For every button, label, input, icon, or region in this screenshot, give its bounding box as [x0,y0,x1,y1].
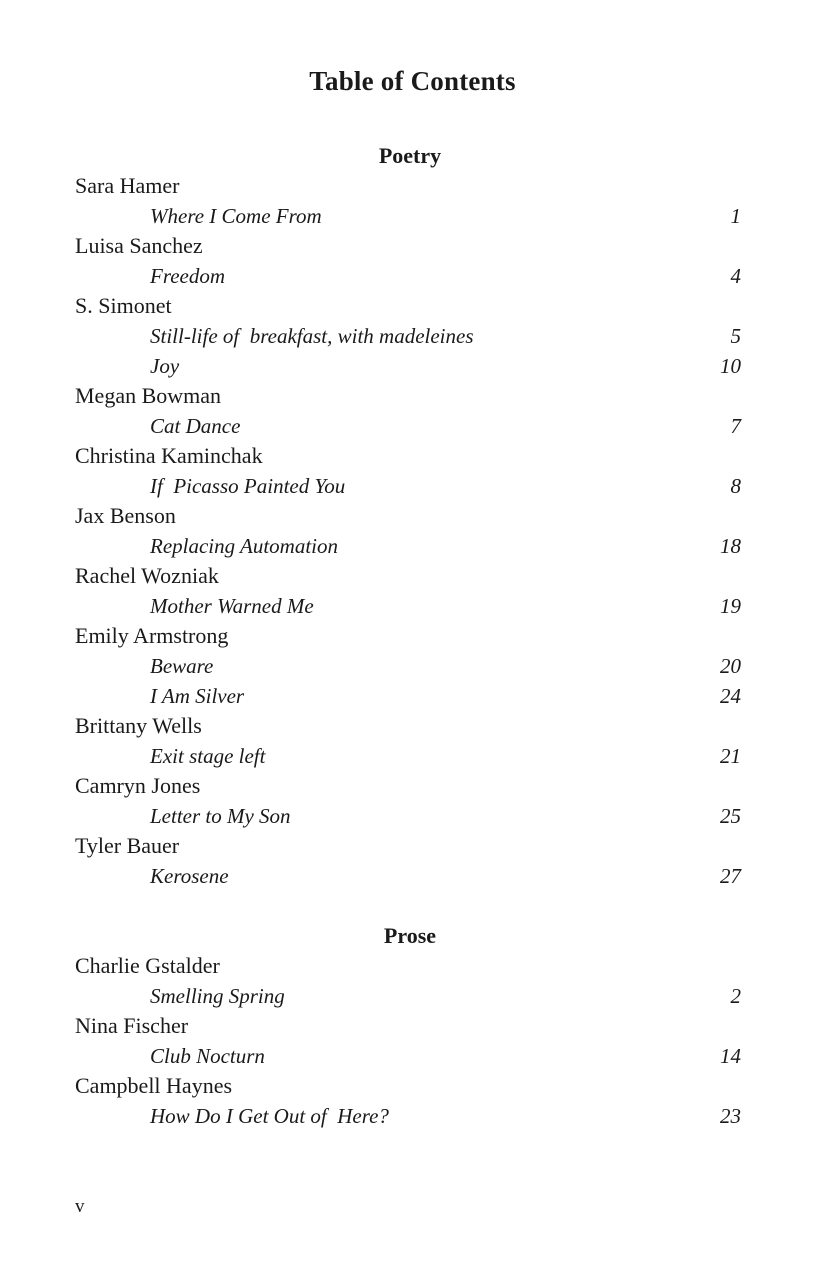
work-page-number: 7 [730,414,741,438]
work-page-number: 20 [720,654,741,678]
work-title: Club Nocturn [150,1044,265,1068]
work-title: Joy [150,354,180,378]
work-title: Still-life of breakfast, with madeleines [150,324,474,348]
work-page-number: 5 [730,324,741,348]
work-title: Beware [150,654,214,678]
work-title: Letter to My Son [150,804,291,828]
author-name: Rachel Wozniak [75,563,219,588]
work-entry [75,981,745,1011]
page-title: Table of Contents [309,66,516,96]
work-title: Exit stage left [150,744,266,768]
work-entry [75,741,745,771]
work-title: Where I Come From [150,204,322,228]
section-poetry [75,141,745,891]
section-heading: Prose [383,923,437,948]
work-entry [75,471,745,501]
author-name: Campbell Haynes [75,1073,233,1098]
work-page-number: 27 [720,864,741,888]
section-heading: Poetry [378,143,442,168]
author-name: S. Simonet [75,293,172,318]
work-title: Freedom [150,264,226,288]
author-name: Emily Armstrong [75,623,229,648]
work-page-number: 4 [730,264,741,288]
work-entry [75,1041,745,1071]
author-name: Sara Hamer [75,173,180,198]
work-page-number: 25 [720,804,741,828]
work-entry [75,861,745,891]
work-page-number: 8 [730,474,741,498]
work-entry [75,1101,745,1131]
work-page-number: 14 [720,1044,741,1068]
author-name: Camryn Jones [75,773,201,798]
author-name: Brittany Wells [75,713,202,738]
work-page-number: 18 [720,534,741,558]
page-number: v [75,1196,85,1217]
work-page-number: 2 [730,984,741,1008]
author-name: Luisa Sanchez [75,233,203,258]
work-title: Replacing Automation [150,534,339,558]
work-page-number: 24 [720,684,741,708]
section-prose [75,921,745,1131]
work-page-number: 19 [720,594,741,618]
work-title: Mother Warned Me [150,594,314,618]
author-name: Tyler Bauer [75,833,180,858]
author-name: Nina Fischer [75,1013,189,1038]
work-entry [75,351,745,381]
work-entry [75,321,745,351]
work-page-number: 10 [720,354,741,378]
work-entry [75,261,745,291]
work-title: I Am Silver [150,684,245,708]
work-title: Smelling Spring [150,984,285,1008]
work-page-number: 23 [720,1104,741,1128]
work-entry [75,591,745,621]
work-title: Kerosene [150,864,229,888]
work-entry [75,651,745,681]
author-name: Megan Bowman [75,383,222,408]
author-name: Christina Kaminchak [75,443,263,468]
author-name: Jax Benson [75,503,176,528]
work-entry [75,411,745,441]
work-entry [75,681,745,711]
work-entry [75,201,745,231]
work-page-number: 1 [730,204,741,228]
work-entry [75,801,745,831]
work-title: Cat Dance [150,414,241,438]
work-entry [75,531,745,561]
author-name: Charlie Gstalder [75,953,220,978]
work-title: If Picasso Painted You [150,474,346,498]
work-title: How Do I Get Out of Here? [150,1104,389,1128]
work-page-number: 21 [720,744,741,768]
